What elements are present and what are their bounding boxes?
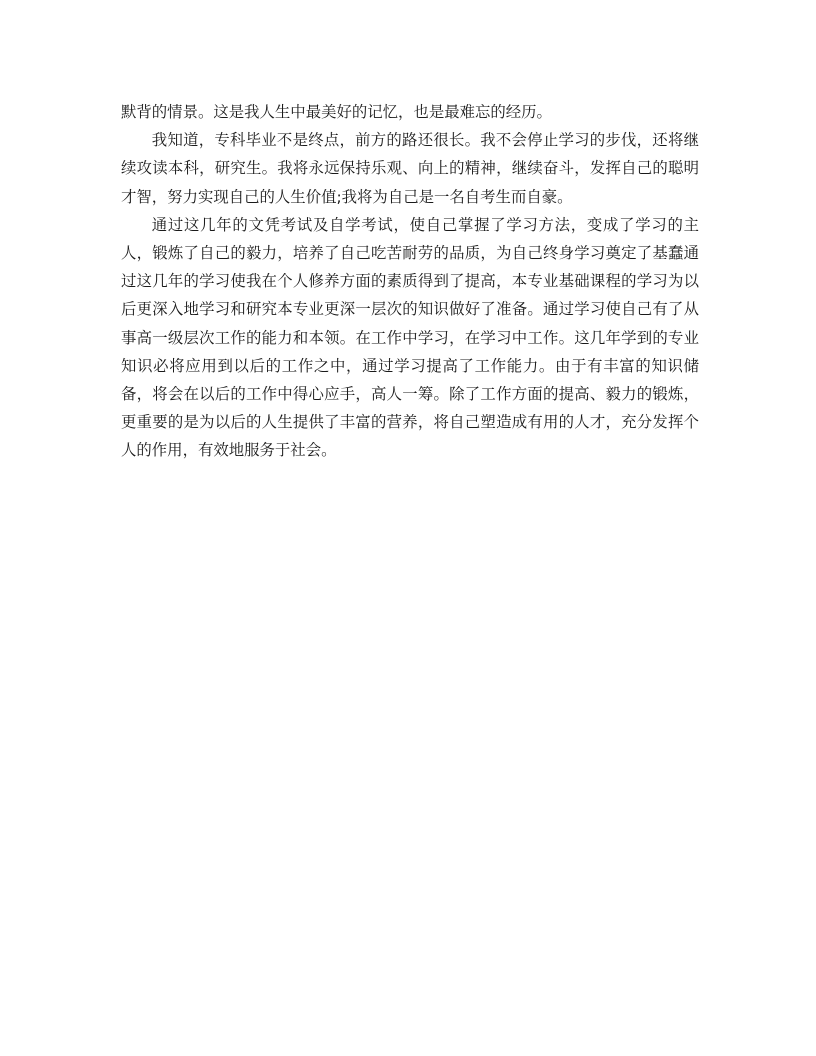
- paragraph-continuation: 默背的情景。这是我人生中最美好的记忆，也是最难忘的经历。: [121, 103, 552, 121]
- document-body: [121, 98, 699, 465]
- paragraph-study-gains: 通过这几年的文凭考试及自学考试，使自己掌握了学习方法，变成了学习的主人，锻炼了自己的毅力，培养了自己吃苦耐劳的品质，为自己终身学习奠定了基蠢通过这几年的学习使我在个人修养方面的素质得到了提高，本专业基础课程的学习为以后更深入地学习和研究本专业更深一层次的知识做好了准备。通过学习使自己有了从事高一级层次工作的能力和本领。在工作中学习，在学习中工作。这几年学到的专业知识必将应用到以后的工作之中，通过学习提高了工作能力。由于有丰富的知识储备，将会在以后的工作中得心应手，高人一筹。除了工作方面的提高、毅力的锻炼，更重要的是为以后的人生提供了丰富的营养，将自己塑造成有用的人才，充分发挥个人的作用，有效地服务于社会。: [121, 215, 699, 460]
- paragraph-future-plans: 我知道，专科毕业不是终点，前方的路还很长。我不会停止学习的步伐，还将继续攻读本科，研究生。我将永远保持乐观、向上的精神，继续奋斗，发挥自己的聪明才智，努力实现自己的人生价值;我将为自己是一名自考生而自豪。: [121, 131, 699, 206]
